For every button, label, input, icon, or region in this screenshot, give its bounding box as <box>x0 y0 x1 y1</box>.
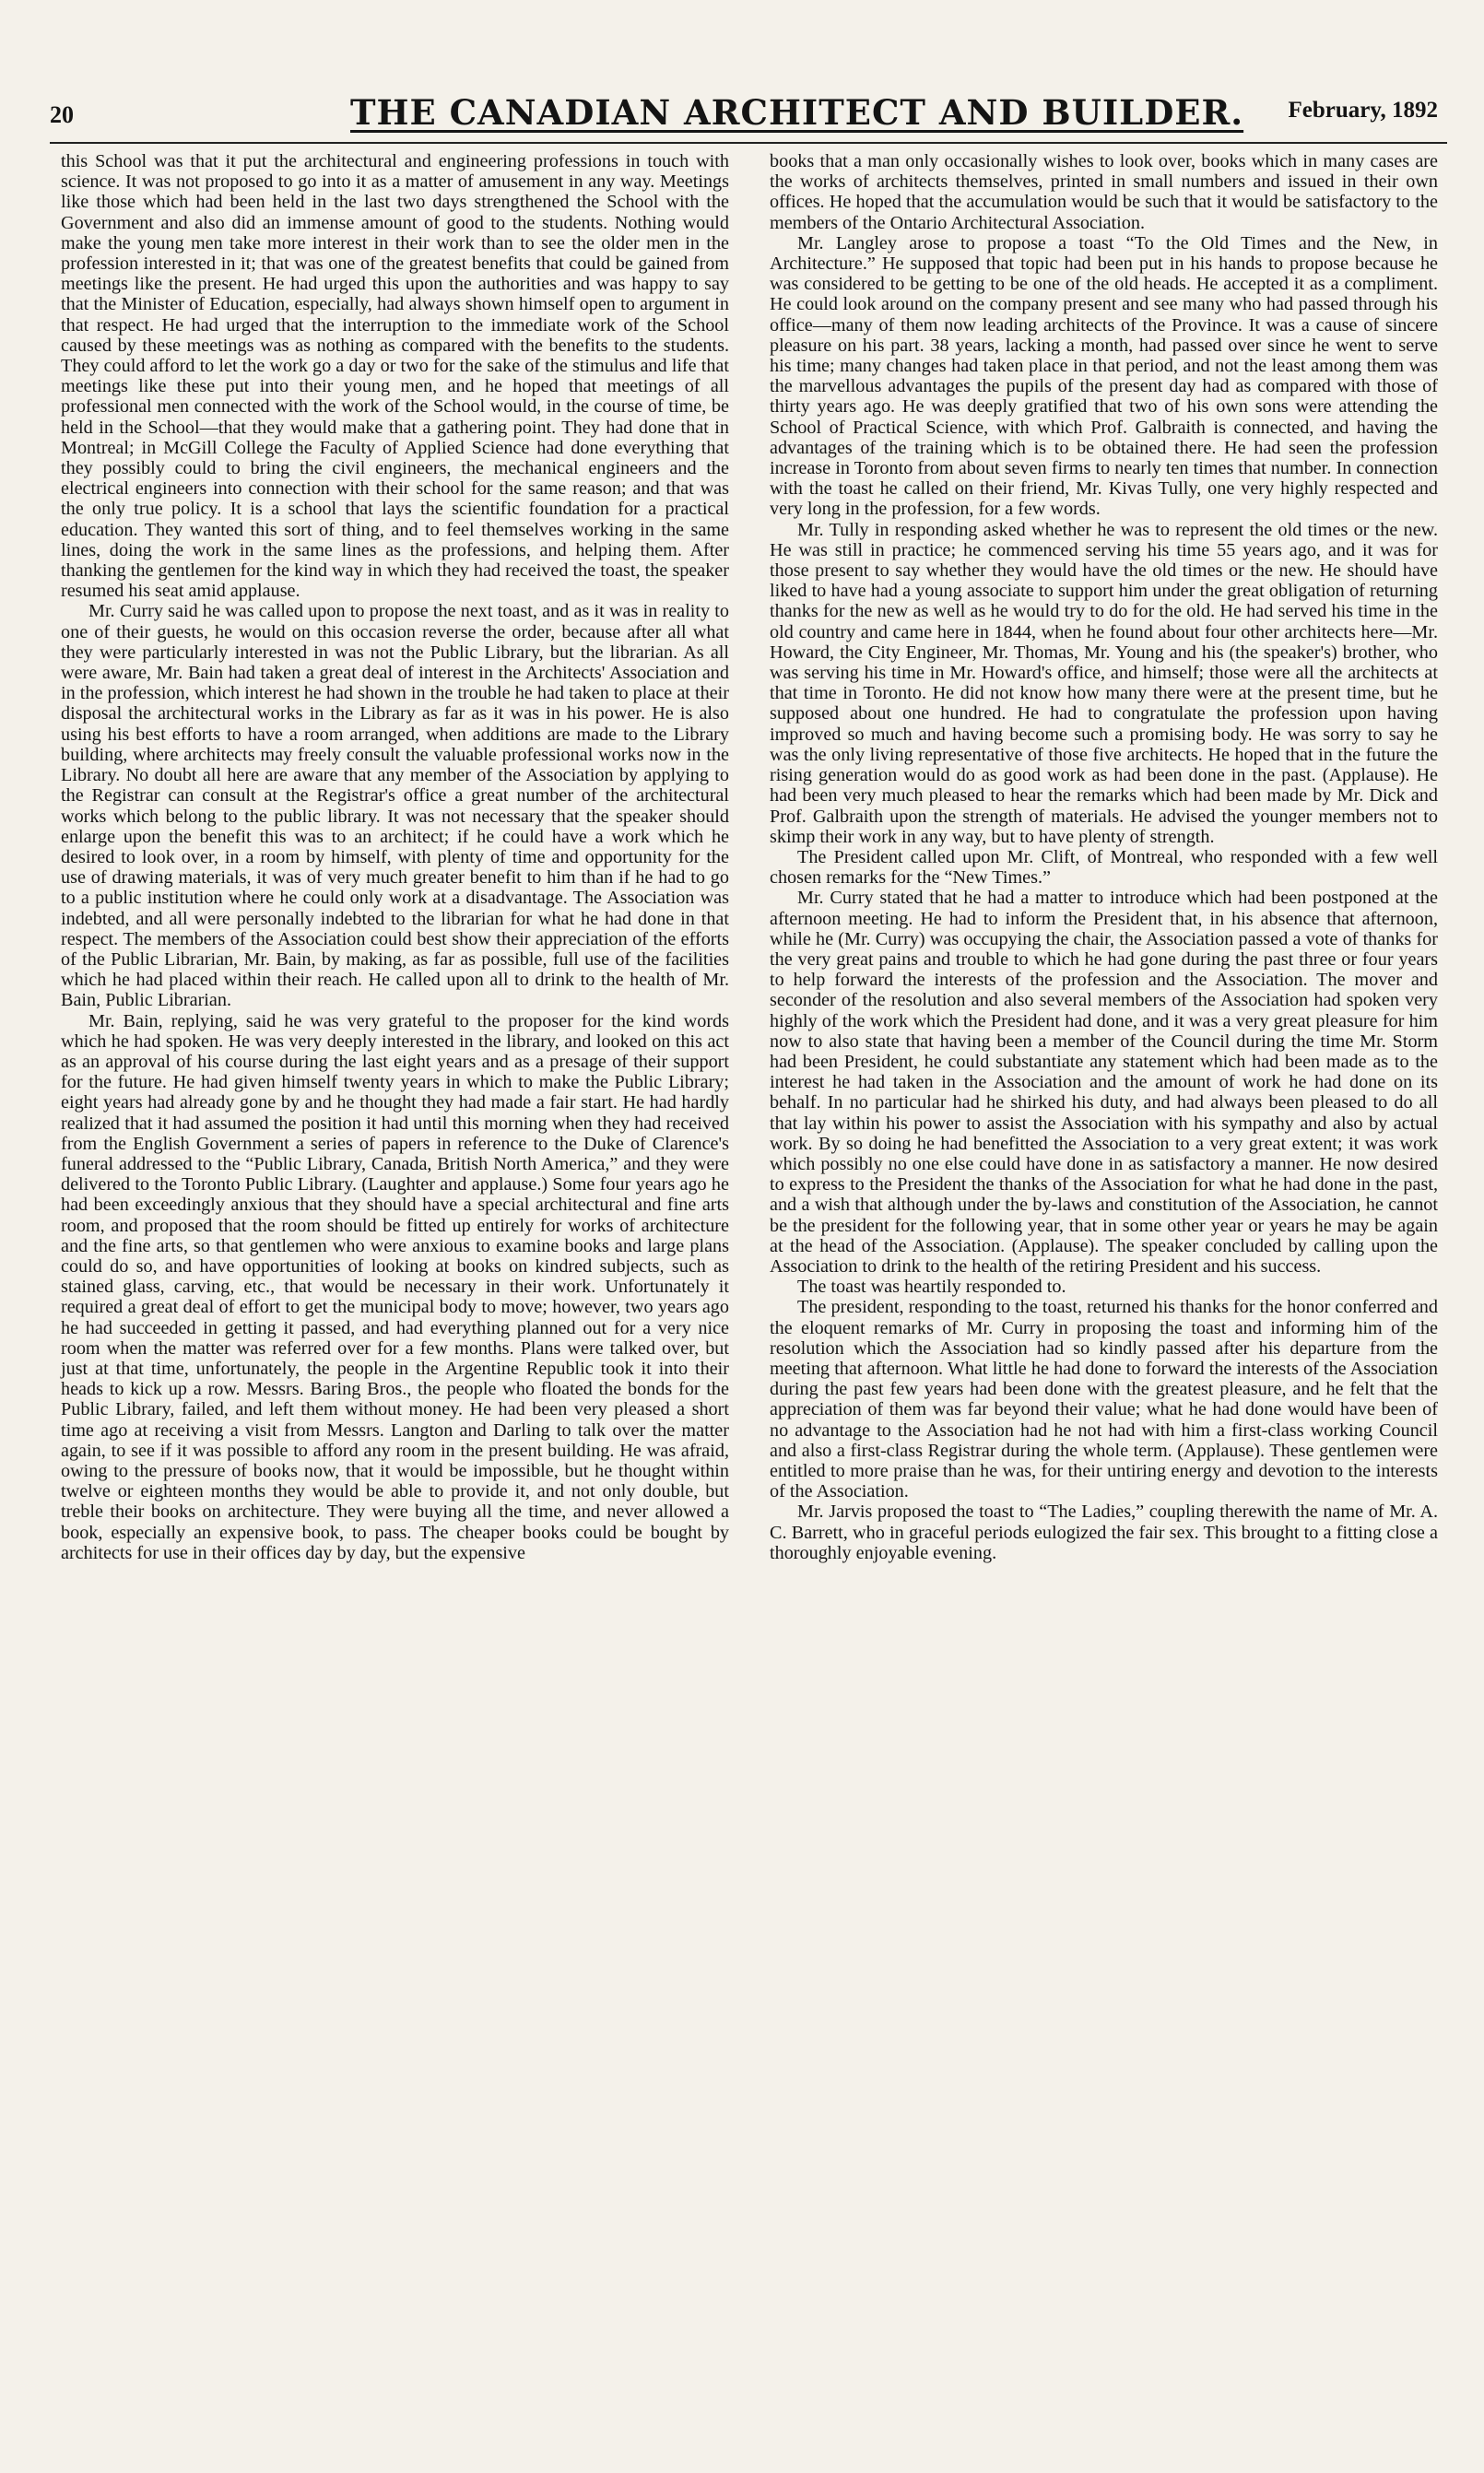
paragraph: Mr. Jarvis proposed the toast to “The Ladies,” coupling therewith the name of Mr. A. C. Barrett, who in graceful periods eulogized the fair sex. This brought to a fitting close a thoroughly enjoyable evening. <box>770 1501 1438 1563</box>
paragraph: The toast was heartily responded to. <box>797 1277 1066 1298</box>
paragraph: The President called upon Mr. Clift, of Montreal, who responded with a few well chosen remarks for the “New Times.” <box>770 846 1438 889</box>
header-rule <box>50 142 1447 144</box>
paragraph: Mr. Curry stated that he had a matter to introduce which had been postponed at the afternoon meeting. He had to inform the President that, in his absence that afternoon, while he (Mr. Curry) was occupying the chair, the Association passed a vote of thanks for the very great pains and trouble to which he had gone during the past three or four years to help forward the interests of the profession and the Association. The mover and seconder of the resolution and also several members of the Association had spoken very highly of the work which the President had done, and it was a very great pleasure for him now to also state that having been a member of the Council during the time Mr. Storm had been President, he could substantiate any statement which had been made as to the interest he had taken in the Association and the amount of work he had done on its behalf. In no particular had he shirked his duty, and had always been pleased to do all that lay within his power to assist the Association with his sympathy and also by actual work. By so doing he had benefitted the Association to a very great extent; it was work which possibly no one else could have done in as satisfactory a manner. He now desired to express to the President the thanks of the Association for what he had done in the past, and a wish that although under the by-laws and constitution of the Association, he cannot be the president for the following year, that in some other year or years he may be again at the head of the Association. (Applause). The speaker concluded by calling upon the Association to drink to the health of the retiring President and his success. <box>770 888 1438 1277</box>
paragraph: Mr. Curry said he was called upon to propose the next toast, and as it was in reality to one of their guests, he would on this occasion reverse the order, because after all what they were particularly interested in was not the Public Library, but the librarian. As all were aware, Mr. Bain had taken a great deal of interest in the Architects' Association and in the profession, which interest he had shown in the trouble he had taken to place at their disposal the architectural works in the Library as far as it was in his power. He is also using his best efforts to have a room arranged, when additions are made to the Library building, where architects may freely consult the valuable professional works now in the Library. No doubt all here are aware that any member of the Association by applying to the Registrar can consult at the Registrar's office a great number of the architectural works which belong to the public library. It was not necessary that the speaker should enlarge upon the benefit this was to an architect; if he could have a work which he desired to look over, in a room by himself, with plenty of time and opportunity for the use of drawing materials, it was of very much greater benefit to him than if he had to go to a public institution where he could only work at a disadvantage. The Association was indebted, and all were personally indebted to the librarian for what he had done in that respect. The members of the Association could best show their appreciation of the efforts of the Public Librarian, Mr. Bain, by making, as far as possible, full use of the facilities which he had placed within their reach. He called upon all to drink to the health of Mr. Bain, Public Librarian. <box>61 601 729 1011</box>
page-number: 20 <box>50 101 74 128</box>
article-columns <box>61 151 1438 1563</box>
paragraph: this School was that it put the architectural and engineering professions in touch with science. It was not proposed to go into it as a matter of amusement in any way. Meetings like those which had been held in the last two days strengthened the School with the Government and also did an immense amount of good to the students. Nothing would make the young men take more interest in their work than to see the older men in the profession interested in it; that was one of the greatest benefits that could be gained from meetings like the present. He had urged this upon the authorities and was happy to say that the Minister of Education, especially, had always shown himself open to argument in that respect. He had urged that the interruption to the immediate work of the School caused by these meetings was as nothing as compared with the benefits to the students. They could afford to let the work go a day or two for the sake of the stimulus and life that meetings like these put into their young men, and he hoped that meetings of all professional men connected with the work of the School would, in the course of time, be held in the School—that they would make that a gathering point. They had done that in Montreal; in McGill College the Faculty of Applied Science had done everything that they possibly could to bring the civil engineers, the mechanical engineers and the electrical engineers into connection with their school for the same reason; and that was the only true policy. It is a school that lays the scientific foundation for a practical education. They wanted this sort of thing, and to feel themselves working in the same lines, doing the work in the same lines as the professions, and helping them. After thanking the gentlemen for the kind way in which they had received the toast, the speaker resumed his seat amid applause. <box>61 151 729 602</box>
paragraph: Mr. Tully in responding asked whether he was to represent the old times or the new. He was still in practice; he commenced serving his time 55 years ago, and it was for those present to say whether they would have the old times or the new. He should have liked to have had a young associate to support him under the great obligation of returning thanks for the new as well as he would try to do for the old. He had served his time in the old country and came here in 1844, when he found about four other architects here—Mr. Howard, the City Engineer, Mr. Thomas, Mr. Young and his (the speaker's) brother, who was serving his time in Mr. Howard's office, and himself; those were all the architects at that time in Toronto. He did not know how many there were at the present time, but he supposed about one hundred. He had to congratulate the profession upon having improved so much and having become such a promising body. He was sorry to say he was the only living representative of those five architects. He hoped that in the future the rising generation would do as good work as had been done in the past. (Applause). He had been very much pleased to hear the remarks which had been made by Mr. Dick and Prof. Galbraith upon the strength of materials. He advised the younger members not to skimp their work in any way, but to have plenty of strength. <box>770 519 1438 847</box>
paragraph: Mr. Bain, replying, said he was very grateful to the proposer for the kind words which he had spoken. He was very deeply interested in the library, and looked on this act as an approval of his course during the last eight years and as a presage of their support for the future. He had given himself twenty years in which to make the Public Library; eight years had already gone by and he thought they had made a fair start. He had hardly realized that it had assumed the position it had until this morning when they had received from the English Government a series of papers in reference to the Duke of Clarence's funeral addressed to the “Public Library, Canada, British North America,” and they were delivered to the Toronto Public Library. (Laughter and applause.) Some four years ago he had been exceedingly anxious that they should have a special architectural and fine arts room, and proposed that the room should be fitted up entirely for works of architecture and the fine arts, so that gentlemen who were anxious to examine books and large plans could do so, and have opportunities of looking at books on kindred subjects, such as stained glass, carving, etc., that would be necessary in their work. Unfortunately it required a great deal of effort to get the municipal body to move; however, two years ago he had succeeded in getting it passed, and had everything planned out for a very nice room when the matter was referred over for a few months. Plans were talked over, but just at that time, unfortunately, the people in the Argentine Republic took it into their heads to kick up a row. Messrs. Baring Bros., the people who floated the bonds for the Public Library, failed, and left them without money. He had been very pleased a short time ago at receiving a visit from Messrs. Langton and Darling to talk over the matter again, to see if it was possible to afford any room in the present building. He was afraid, owing to the pressure of books now, that it would be impossible, but he thought within twelve or eighteen months they would be able to provide it, and not only double, but treble their books on architecture. They were buying all the time, and never allowed a book, especially an expensive book, to pass. The cheaper books could be bought by architects for use in their offices day by day, but the expensive <box>61 1010 729 1563</box>
paragraph: Mr. Langley arose to propose a toast “To the Old Times and the New, in Architecture.” He supposed that topic had been put in his hands to propose because he was considered to be getting to be one of the old heads. He accepted it as a compliment. He could look around on the company present and see many who had passed through his office—many of them now leading architects of the Province. It was a cause of sincere pleasure on his part. 38 years, lacking a month, had passed over since he went to serve his time; many changes had taken place in that period, and not the least among them was the marvellous advantages the pupils of the present day had as compared with those of thirty years ago. He was deeply gratified that two of his own sons were attending the School of Practical Science, with which Prof. Galbraith is connected, and having the advantages of the training which is to be obtained there. He had seen the profession increase in Toronto from about seven firms to nearly ten times that number. In connection with the toast he called on their friend, Mr. Kivas Tully, one very highly respected and very long in the profession, for a few words. <box>770 232 1438 520</box>
paragraph: The president, responding to the toast, returned his thanks for the honor conferred and the eloquent remarks of Mr. Curry in proposing the toast and informing him of the resolution which the Association had so kindly passed after his departure from the meeting that afternoon. What little he had done to forward the interests of the Association during the past few years had been done with the greatest pleasure, and he felt that the appreciation of them was far beyond their value; what he had done would have been of no advantage to the Association had he not had with him a first-class working Council and also a first-class Registrar during the whole term. (Applause). These gentlemen were entitled to more praise than he was, for their untiring energy and devotion to the interests of the Association. <box>770 1297 1438 1502</box>
publication-title: THE CANADIAN ARCHITECT AND BUILDER. <box>350 92 1244 133</box>
right-column <box>770 151 1438 1563</box>
left-column <box>61 151 729 1563</box>
paragraph: books that a man only occasionally wishes to look over, books which in many cases are the works of architects themselves, printed in small numbers and issued in their own offices. He hoped that the accumulation would be such that it would be satisfactory to the members of the Ontario Architectural Association. <box>770 151 1438 233</box>
masthead <box>37 88 1447 140</box>
issue-date: February, 1892 <box>1288 98 1438 123</box>
